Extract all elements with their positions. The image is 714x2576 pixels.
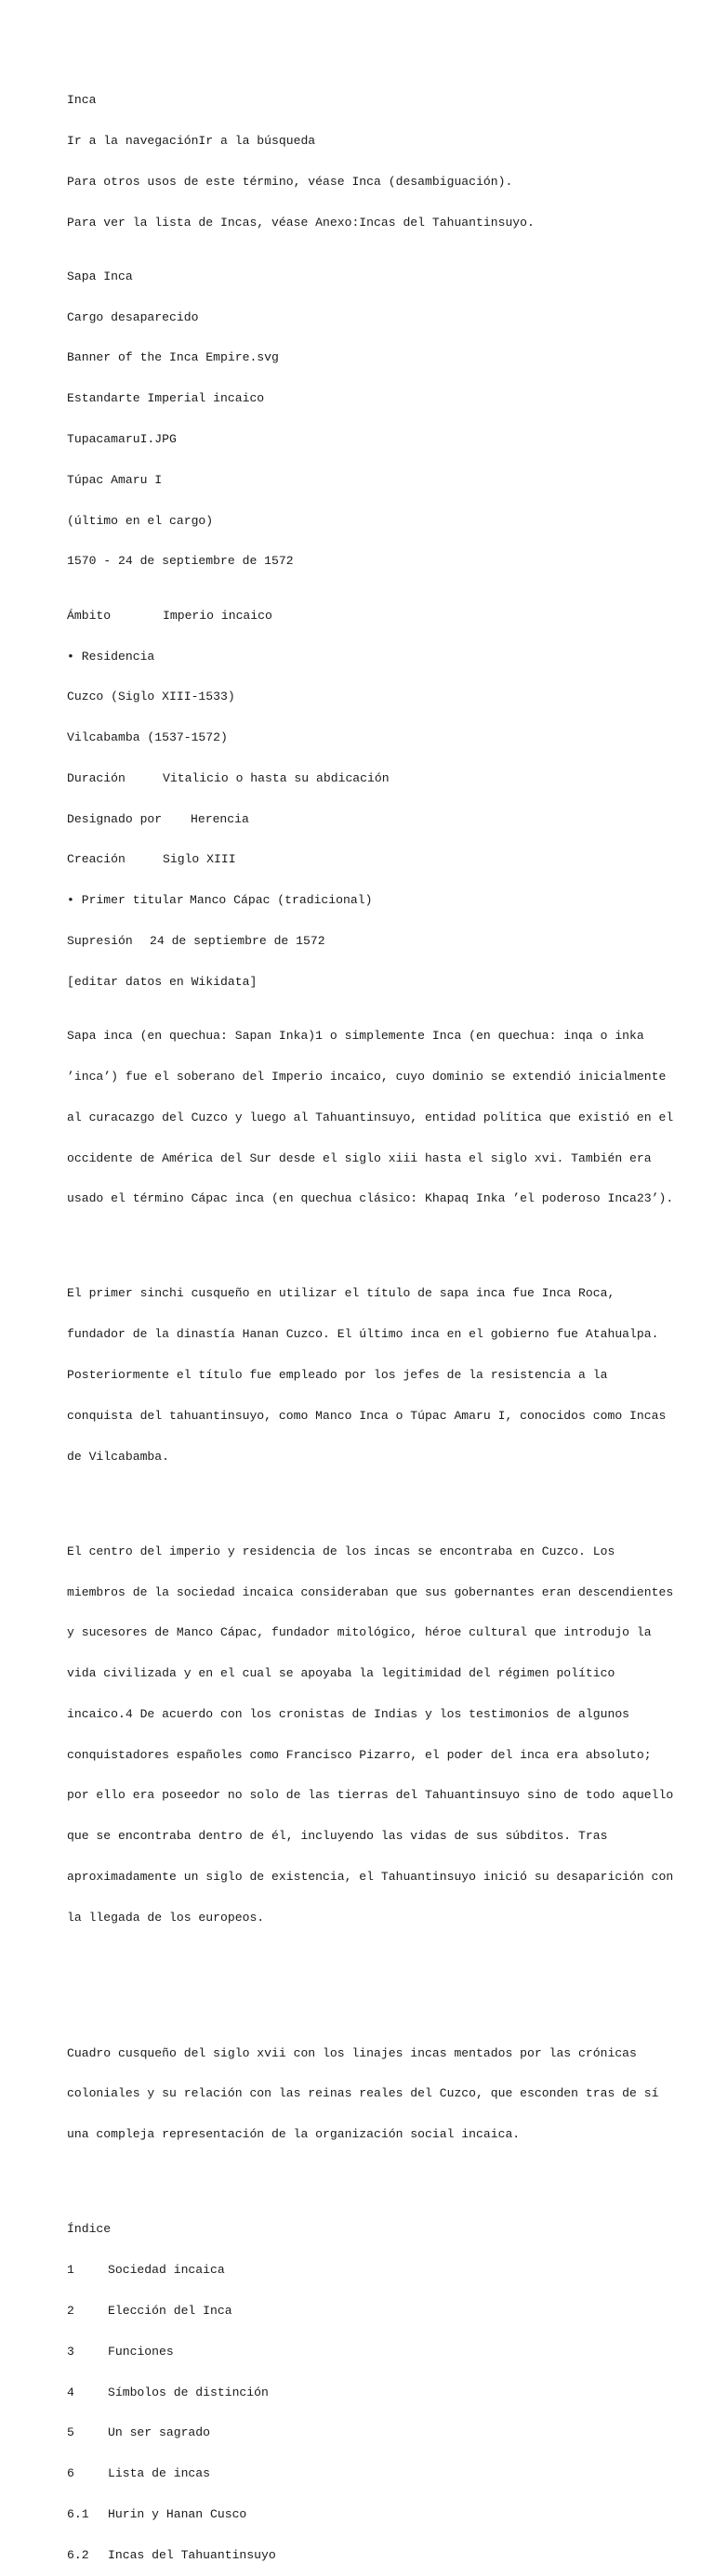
toc-label[interactable]: Funciones [108, 2344, 174, 2359]
paragraph-line: occidente de América del Sur desde el siglo xiii hasta el siglo xvi. También era [67, 1150, 652, 1165]
toc-label[interactable]: Símbolos de distinción [108, 2385, 269, 2399]
infobox-value: Vilcabamba (1537-1572) [67, 730, 228, 745]
toc-label[interactable]: Elección del Inca [108, 2303, 232, 2318]
toc-label[interactable]: Sociedad incaica [108, 2263, 225, 2278]
spacer [67, 2169, 662, 2183]
infobox-name: Sapa Inca [67, 269, 133, 283]
infobox-value: Herencia [191, 811, 249, 826]
paragraph-line: conquistadores españoles como Francisco Pizarro, el poder del inca era absoluto; [67, 1747, 652, 1762]
spacer [67, 1992, 662, 2006]
paragraph-line: aproximadamente un siglo de existencia, el Tahuantinsuyo inició su desaparición con [67, 1869, 674, 1884]
paragraph-line: miembros de la sociedad incaica consideraban que sus gobernantes eran descendientes [67, 1584, 674, 1599]
toc-label[interactable]: Lista de incas [108, 2466, 211, 2481]
infobox-image-file[interactable]: TupacamaruI.JPG [67, 432, 177, 447]
infobox-value: Vitalicio o hasta su abdicación [163, 770, 390, 785]
toc-label[interactable]: Hurin y Hanan Cusco [108, 2506, 247, 2521]
paragraph-line: usado el término Cápac inca (en quechua clásico: Khapaq Inka ’el poderoso Inca23’). [67, 1191, 674, 1206]
paragraph-line: por ello era poseedor no solo de las tierras del Tahuantinsuyo sino de todo aquello [67, 1788, 674, 1803]
infobox-banner-file[interactable]: Banner of the Inca Empire.svg [67, 350, 279, 365]
spacer [67, 1233, 662, 1247]
toc-number: 1 [67, 2263, 74, 2278]
image-caption-line: coloniales y su relación con las reinas reales del Cuzco, que esconden tras de sí [67, 2086, 659, 2101]
page-title: Inca [67, 93, 97, 108]
infobox-holder-dates: 1570 - 24 de septiembre de 1572 [67, 554, 294, 569]
infobox-value: Cuzco (Siglo XIII-1533) [67, 690, 235, 704]
spacer [67, 1952, 662, 1966]
spacer [67, 1491, 662, 1505]
toc-number: 6.1 [67, 2506, 89, 2521]
toc-item[interactable] [67, 2264, 662, 2278]
infobox-label: • Primer titular [67, 893, 184, 908]
infobox-row-supresion [67, 935, 662, 949]
list-note: Para ver la lista de Incas, véase Anexo:Incas del Tahuantinsuyo. [67, 215, 535, 230]
infobox-label: • Residencia [67, 649, 155, 664]
infobox-value: Siglo XIII [163, 852, 236, 867]
infobox-row-duracion [67, 772, 662, 786]
infobox-row-ambito [67, 610, 662, 624]
infobox-label: Duración [67, 770, 126, 785]
image-caption-line: Cuadro cusqueño del siglo xvii con los linajes incas mentados por las crónicas [67, 2045, 637, 2060]
paragraph-line: que se encontraba dentro de él, incluyendo las vidas de sus súbditos. Tras [67, 1829, 608, 1844]
toc-number: 4 [67, 2385, 74, 2399]
toc-number: 6.2 [67, 2547, 89, 2562]
toc-item[interactable] [67, 2386, 662, 2400]
paragraph-line: fundador de la dinastía Hanan Cuzco. El último inca en el gobierno fue Atahualpa. [67, 1327, 659, 1342]
infobox-row-designado [67, 813, 662, 827]
paragraph-line: Posteriormente el título fue empleado por los jefes de la resistencia a la [67, 1368, 608, 1382]
paragraph-line: incaico.4 De acuerdo con los cronistas de Indias y los testimonios de algunos [67, 1706, 630, 1721]
disambiguation-note: Para otros usos de este término, véase Inca (desambiguación). [67, 174, 513, 189]
toc-item[interactable] [67, 2549, 662, 2563]
paragraph-line: El centro del imperio y residencia de los incas se encontraba en Cuzco. Los [67, 1544, 615, 1558]
infobox-label: Designado por [67, 811, 163, 826]
toc-number: 5 [67, 2425, 74, 2440]
paragraph-line: El primer sinchi cusqueño en utilizar el título de sapa inca fue Inca Roca, [67, 1286, 615, 1301]
paragraph-line: conquista del tahuantinsuyo, como Manco Inca o Túpac Amaru I, conocidos como Incas [67, 1408, 667, 1423]
paragraph-line: al curacazgo del Cuzco y luego al Tahuantinsuyo, entidad política que existió en el [67, 1110, 674, 1124]
toc-number: 3 [67, 2344, 74, 2359]
paragraph-line: ’inca’) fue el soberano del Imperio incaico, cuyo dominio se extendió inicialmente [67, 1069, 667, 1084]
navigation-links[interactable]: Ir a la navegaciónIr a la búsqueda [67, 133, 316, 148]
toc-title: Índice [67, 2222, 112, 2237]
infobox-holder[interactable]: Túpac Amaru I [67, 472, 163, 487]
infobox-label: Supresión [67, 934, 133, 948]
paragraph-line: y sucesores de Manco Cápac, fundador mitológico, héroe cultural que introdujo la [67, 1625, 652, 1640]
infobox-status: Cargo desaparecido [67, 309, 199, 324]
paragraph-line: de Vilcabamba. [67, 1449, 170, 1464]
document-page [67, 67, 674, 2576]
infobox-banner-caption: Estandarte Imperial incaico [67, 391, 265, 406]
toc-item[interactable] [67, 2467, 662, 2481]
infobox-row-primer-titular [67, 894, 662, 908]
toc-label[interactable]: Incas del Tahuantinsuyo [108, 2547, 276, 2562]
toc-item[interactable] [67, 2346, 662, 2359]
infobox-holder-note: (último en el cargo) [67, 513, 214, 528]
toc-label[interactable]: Un ser sagrado [108, 2425, 211, 2440]
infobox-value[interactable]: Imperio incaico [163, 608, 272, 623]
paragraph-line: la llegada de los europeos. [67, 1910, 265, 1925]
infobox-value[interactable]: Manco Cápac (tradicional) [190, 893, 373, 908]
toc-item[interactable] [67, 2305, 662, 2319]
infobox-label: Ámbito [67, 608, 112, 623]
toc-number: 6 [67, 2466, 74, 2481]
paragraph-line: vida civilizada y en el cual se apoyaba la legitimidad del régimen político [67, 1666, 615, 1681]
toc-item[interactable] [67, 2508, 662, 2522]
infobox-row-creacion [67, 853, 662, 867]
edit-wikidata-link[interactable]: [editar datos en Wikidata] [67, 974, 258, 989]
toc-number: 2 [67, 2303, 74, 2318]
infobox-label: Creación [67, 852, 126, 867]
image-caption-line: una compleja representación de la organización social incaica. [67, 2127, 521, 2142]
toc-item[interactable] [67, 2426, 662, 2440]
infobox-value: 24 de septiembre de 1572 [150, 934, 325, 948]
paragraph-line: Sapa inca (en quechua: Sapan Inka)1 o simplemente Inca (en quechua: inqa o inka [67, 1029, 644, 1044]
